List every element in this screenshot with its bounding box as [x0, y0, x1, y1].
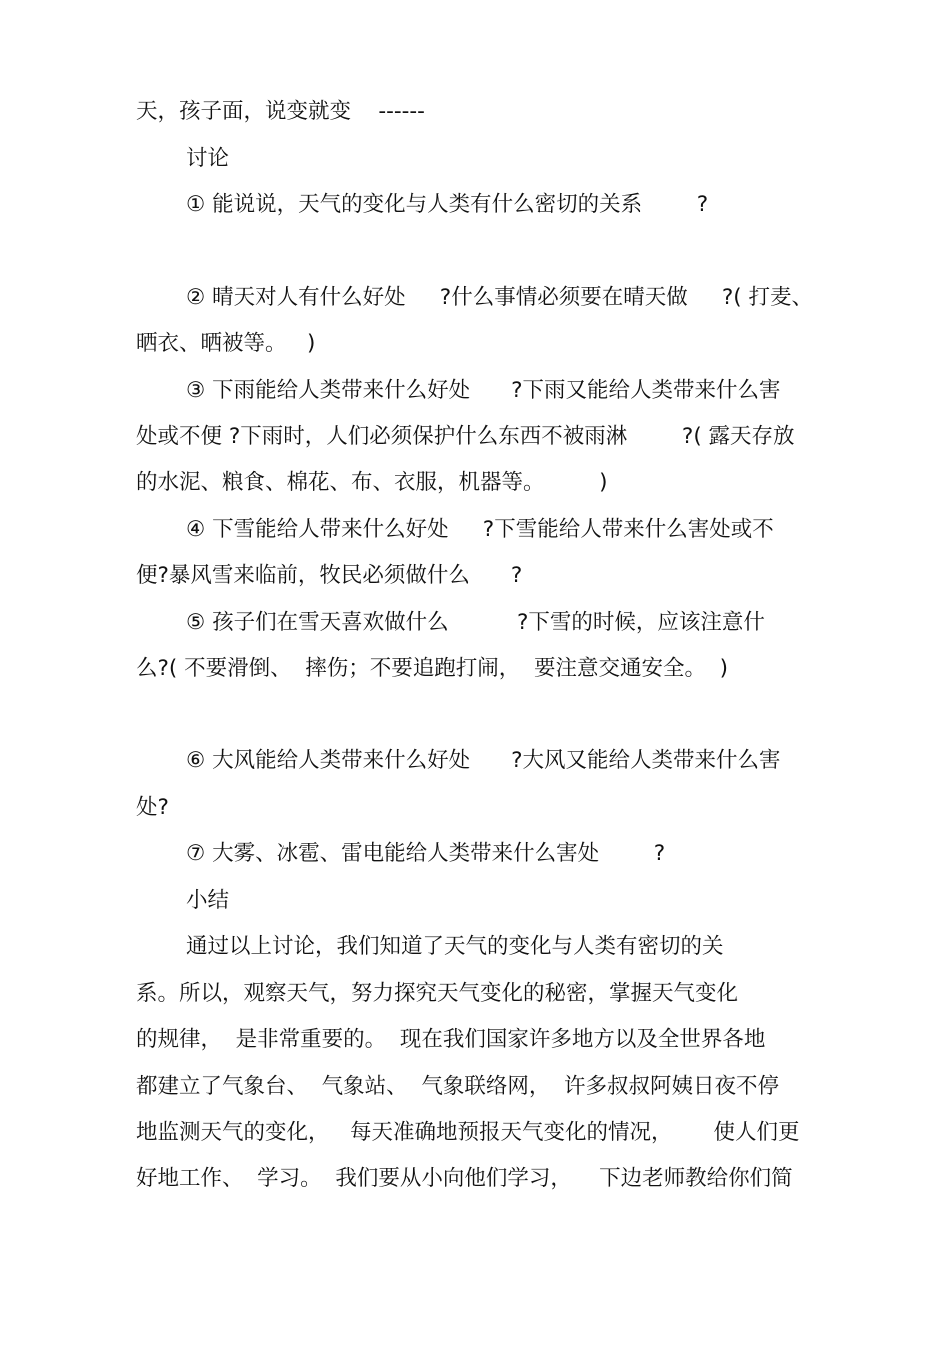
summary-paragraph-line: 地监测天气的变化， 每天准确地预报天气变化的情况， 使人们更 [136, 1120, 800, 1145]
text-line: 的水泥、粮食、棉花、布、衣服，机器等。 ) [136, 470, 608, 495]
heading-discussion: 讨论 [186, 146, 230, 171]
question-4: ④ 下雪能给人带来什么好处 ?下雪能给人带来什么害处或不 [186, 517, 774, 542]
question-3: ③ 下雨能给人类带来什么好处 ?下雨又能给人类带来什么害 [186, 378, 781, 403]
text-line: 处? [136, 795, 169, 820]
summary-paragraph-line: 的规律， 是非常重要的。 现在我们国家许多地方以及全世界各地 [136, 1027, 766, 1052]
question-6: ⑥ 大风能给人类带来什么好处 ?大风又能给人类带来什么害 [186, 748, 781, 773]
heading-summary: 小结 [186, 888, 230, 913]
question-1: ① 能说说，天气的变化与人类有什么密切的关系 ? [186, 192, 709, 217]
text-line: 处或不便 ?下雨时，人们必须保护什么东西不被雨淋 ?( 露天存放 [136, 424, 795, 449]
summary-paragraph-line: 通过以上讨论，我们知道了天气的变化与人类有密切的关 [186, 934, 724, 959]
summary-paragraph-line: 系。所以，观察天气，努力探究天气变化的秘密，掌握天气变化 [136, 981, 739, 1006]
question-7: ⑦ 大雾、冰雹、雷电能给人类带来什么害处 ? [186, 841, 666, 866]
text-line: 天，孩子面，说变就变 ------ [136, 99, 425, 124]
summary-paragraph-line: 好地工作、 学习。 我们要从小向他们学习， 下边老师教给你们简 [136, 1166, 793, 1191]
text-line: 么?( 不要滑倒、 摔伤；不要追跑打闹， 要注意交通安全。 ) [136, 656, 729, 681]
text-line: 便?暴风雪来临前，牧民必须做什么 ? [136, 563, 523, 588]
question-2: ② 晴天对人有什么好处 ?什么事情必须要在晴天做 ?( 打麦、 [186, 285, 813, 310]
summary-paragraph-line: 都建立了气象台、 气象站、 气象联络网， 许多叔叔阿姨日夜不停 [136, 1074, 780, 1099]
text-line: 晒衣、晒被等。 ) [136, 331, 316, 356]
question-5: ⑤ 孩子们在雪天喜欢做什么 ?下雪的时候，应该注意什 [186, 610, 765, 635]
